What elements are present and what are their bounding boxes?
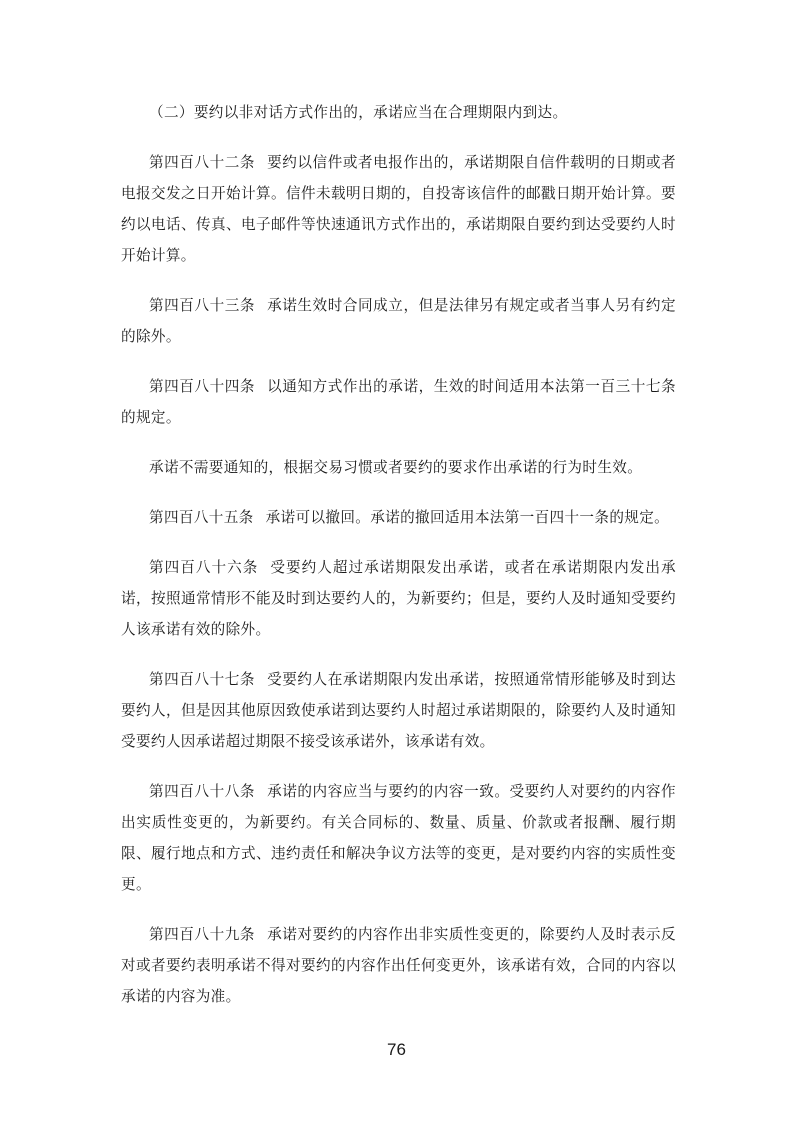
article-487	[121, 664, 676, 757]
article-number: 第四百八十四条	[149, 378, 256, 395]
article-text: 承诺可以撤回。承诺的撤回适用本法第一百四十一条的规定。	[265, 509, 670, 526]
paragraph-text: 承诺不需要通知的，根据交易习惯或者要约的要求作出承诺的行为时生效。	[149, 459, 643, 476]
article-489	[121, 919, 676, 1012]
article-number: 第四百八十五条	[149, 509, 254, 526]
article-text: 承诺的内容应当与要约的内容一致。受要约人对要约的内容作出实质性变更的，为新要约。有关合同标的、数量、质量、价款或者报酬、履行期限、履行地点和方式、违约责任和解决争议方法等的变更，是对要约内容的实质性变更。	[121, 783, 677, 893]
article-text: 受要约人超过承诺期限发出承诺，或者在承诺期限内发出承诺，按照通常情形不能及时到达要约人的，为新要约；但是，要约人及时通知受要约人该承诺有效的除外。	[121, 559, 676, 638]
paragraph	[121, 97, 676, 128]
article-484	[121, 371, 676, 433]
paragraph-text: （二）要约以非对话方式作出的，承诺应当在合理期限内到达。	[149, 104, 568, 121]
article-text: 要约以信件或者电报作出的，承诺期限自信件载明的日期或者电报交发之日开始计算。信件未载明日期的，自投寄该信件的邮戳日期开始计算。要约以电话、传真、电子邮件等快速通讯方式作出的，承诺期限自要约到达受要约人时开始计算。	[121, 154, 677, 264]
article-483	[121, 290, 676, 352]
article-482	[121, 147, 676, 271]
article-number: 第四百八十六条	[149, 559, 259, 576]
article-486	[121, 552, 676, 645]
article-488	[121, 776, 676, 900]
article-number: 第四百八十二条	[149, 154, 256, 171]
article-number: 第四百八十八条	[149, 783, 256, 800]
article-text: 承诺对要约的内容作出非实质性变更的，除要约人及时表示反对或者要约表明承诺不得对要约的内容作出任何变更外，该承诺有效，合同的内容以承诺的内容为准。	[121, 926, 677, 1005]
article-text: 以通知方式作出的承诺，生效的时间适用本法第一百三十七条的规定。	[121, 378, 677, 426]
article-number: 第四百八十九条	[149, 926, 256, 943]
page-number: 76	[387, 1040, 406, 1059]
document-body	[121, 97, 676, 1031]
article-text: 承诺生效时合同成立，但是法律另有规定或者当事人另有约定的除外。	[121, 297, 677, 345]
article-number: 第四百八十三条	[149, 297, 256, 314]
article-number: 第四百八十七条	[149, 671, 256, 688]
article-485	[121, 502, 676, 533]
article-text: 受要约人在承诺期限内发出承诺，按照通常情形能够及时到达要约人，但是因其他原因致使承诺到达要约人时超过承诺期限的，除要约人及时通知受要约人因承诺超过期限不接受该承诺外，该承诺有效。	[121, 671, 677, 750]
paragraph	[121, 452, 676, 483]
